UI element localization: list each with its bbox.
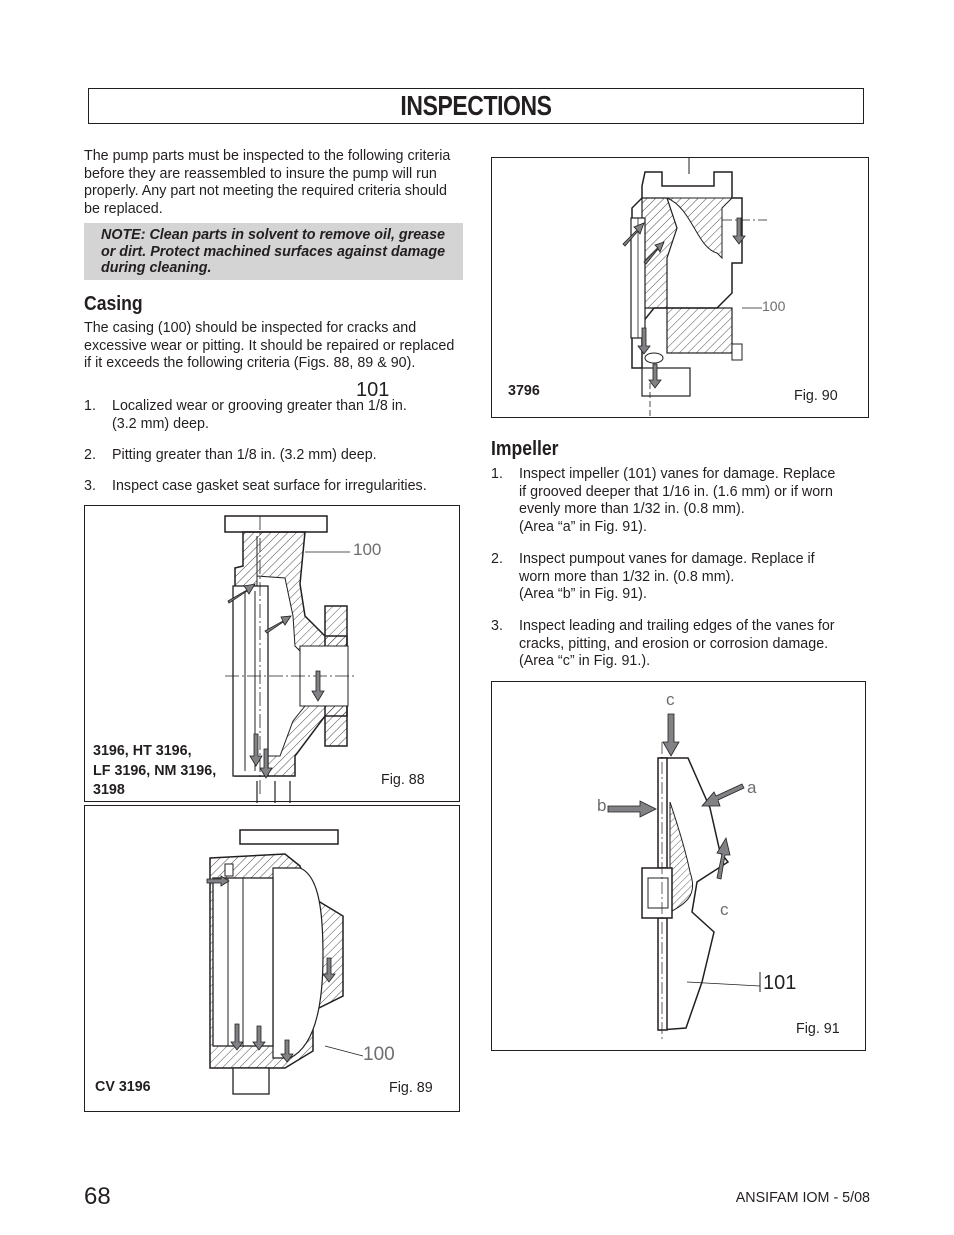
model-line: 3198	[93, 782, 125, 798]
figure-caption: Fig. 91	[796, 1021, 840, 1037]
area-label-b: b	[597, 796, 607, 815]
area-label-c-bottom: c	[720, 900, 729, 919]
item-text-line: Inspect case gasket seat surface for irregularities.	[112, 478, 427, 494]
item-number: 2.	[84, 447, 96, 463]
item-text-line: (Area “c” in Fig. 91.).	[519, 653, 651, 669]
figure-89	[84, 805, 460, 1112]
casing-item-1	[84, 398, 464, 434]
item-text-line: Pitting greater than 1/8 in. (3.2 mm) deep.	[112, 447, 377, 463]
figure-90	[491, 157, 869, 418]
page-title: INSPECTIONS	[400, 90, 552, 121]
model-line: LF 3196, NM 3196,	[93, 762, 217, 779]
part-callout: 100	[363, 1044, 395, 1065]
figure-caption: Fig. 90	[794, 388, 838, 404]
item-text-line: (3.2 mm) deep.	[112, 415, 209, 432]
fig88-models	[93, 742, 216, 801]
fig89-models: CV 3196	[95, 1079, 151, 1095]
item-text-line: (Area “b” in Fig. 91).	[519, 586, 647, 602]
casing-item-3	[84, 478, 464, 496]
stray-callout-101: 101	[356, 379, 390, 401]
item-number: 2.	[491, 551, 503, 567]
figure-88	[84, 505, 460, 802]
item-text-line: cracks, pitting, and erosion or corrosion damage.	[519, 635, 829, 652]
part-callout: 100	[353, 540, 382, 559]
item-text-line: Localized wear or grooving greater than 1/8 in.	[112, 398, 407, 414]
item-number: 1.	[84, 398, 96, 414]
model-line: 3196, HT 3196,	[93, 743, 192, 759]
area-label-a: a	[747, 778, 757, 797]
item-number: 3.	[84, 478, 96, 494]
figure-caption: Fig. 88	[381, 772, 425, 788]
item-number: 1.	[491, 466, 503, 482]
note-box: NOTE: Clean parts in solvent to remove oil, grease or dirt. Protect machined surfaces against damage during cleaning.	[84, 223, 463, 280]
item-text-line: (Area “a” in Fig. 91).	[519, 518, 647, 535]
casing-cv3196-drawing	[85, 806, 461, 1113]
part-callout: 100	[762, 298, 786, 314]
title-box	[88, 88, 864, 124]
item-number: 3.	[491, 618, 503, 634]
impeller-item-1	[491, 466, 871, 536]
item-text-line: worn more than 1/32 in. (0.8 mm).	[519, 568, 735, 585]
item-text-line: evenly more than 1/32 in. (0.8 mm).	[519, 501, 745, 517]
figure-caption: Fig. 89	[389, 1080, 433, 1096]
figure-91	[491, 681, 866, 1051]
area-label-c-top: c	[666, 690, 675, 709]
casing-3796-drawing	[492, 158, 870, 419]
page-number: 68	[84, 1183, 111, 1210]
casing-paragraph: The casing (100) should be inspected for cracks and excessive wear or pitting. It should be repaired or replaced if it exceeds the following criteria (Figs. 88, 89 & 90).	[84, 320, 455, 371]
item-text-line: Inspect leading and trailing edges of the vanes for	[519, 618, 835, 634]
item-text-line: Inspect impeller (101) vanes for damage. Replace	[519, 466, 836, 482]
casing-heading: Casing	[84, 293, 143, 315]
impeller-heading: Impeller	[491, 438, 559, 460]
impeller-item-3	[491, 618, 871, 671]
impeller-drawing	[492, 682, 867, 1052]
fig90-models: 3796	[508, 383, 540, 399]
footer-doc-id: ANSIFAM IOM - 5/08	[735, 1190, 870, 1206]
item-text-line: if grooved deeper that 1/16 in. (1.6 mm) or if worn	[519, 483, 833, 500]
casing-item-2	[84, 447, 464, 465]
impeller-item-2	[491, 551, 871, 604]
intro-paragraph: The pump parts must be inspected to the following criteria before they are reassembled to insure the pump will run properly. Any part not meeting the required criteria should be replaced.	[84, 148, 451, 217]
part-callout: 101	[763, 972, 797, 994]
item-text-line: Inspect pumpout vanes for damage. Replace if	[519, 551, 815, 567]
